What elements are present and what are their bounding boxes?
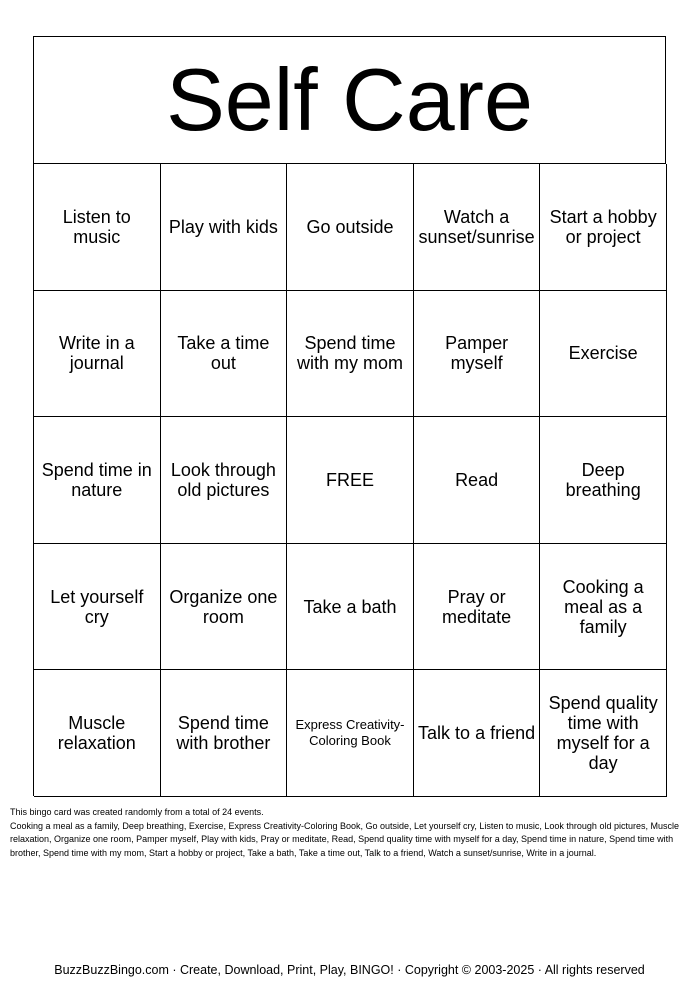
generation-note [10,806,690,860]
bingo-cell: Muscle relaxation [34,670,161,797]
bingo-cell: Pamper myself [414,291,541,418]
bingo-cell: Go outside [287,164,414,291]
bingo-cell: Spend time in nature [34,417,161,544]
bingo-cell: Listen to music [34,164,161,291]
bingo-cell: Organize one room [161,544,288,671]
bingo-cell: Pray or meditate [414,544,541,671]
bingo-cell: Spend time with brother [161,670,288,797]
bingo-cell: Exercise [540,291,667,418]
bingo-cell: Take a time out [161,291,288,418]
bingo-grid [34,164,666,797]
note-event-list: Cooking a meal as a family, Deep breathing, Exercise, Express Creativity-Coloring Book, Go outside, Let yourself cry, Listen to music, Look through old pictures, Muscle relaxation, Organize one room, Pamper myself, Play with kids, Pray or meditate, Read, Spend quality time with myself for a day, Spend time in nature, Spend time with brother, Spend time with my mom, Start a hobby or project, Take a bath, Take a time out, Talk to a friend, Watch a sunset/sunrise, Write in a journal. [10,820,679,858]
footer-copyright: BuzzBuzzBingo.com · Create, Download, Print, Play, BINGO! · Copyright © 2003-2025 · All rights reserved [54,963,645,977]
bingo-cell: Look through old pictures [161,417,288,544]
bingo-cell: Let yourself cry [34,544,161,671]
free-cell: FREE [287,417,414,544]
bingo-cell: Read [414,417,541,544]
bingo-cell: Cooking a meal as a family [540,544,667,671]
bingo-card [33,36,666,796]
bingo-cell: Write in a journal [34,291,161,418]
bingo-cell: Start a hobby or project [540,164,667,291]
bingo-cell: Watch a sunset/sunrise [414,164,541,291]
bingo-cell: Deep breathing [540,417,667,544]
card-title: Self Care [34,37,666,164]
bingo-cell: Spend quality time with myself for a day [540,670,667,797]
bingo-cell: Spend time with my mom [287,291,414,418]
bingo-cell: Talk to a friend [414,670,541,797]
note-intro: This bingo card was created randomly from a total of 24 events. [10,807,264,817]
bingo-cell: Take a bath [287,544,414,671]
bingo-cell: Express Creativity-Coloring Book [287,670,414,797]
bingo-cell: Play with kids [161,164,288,291]
